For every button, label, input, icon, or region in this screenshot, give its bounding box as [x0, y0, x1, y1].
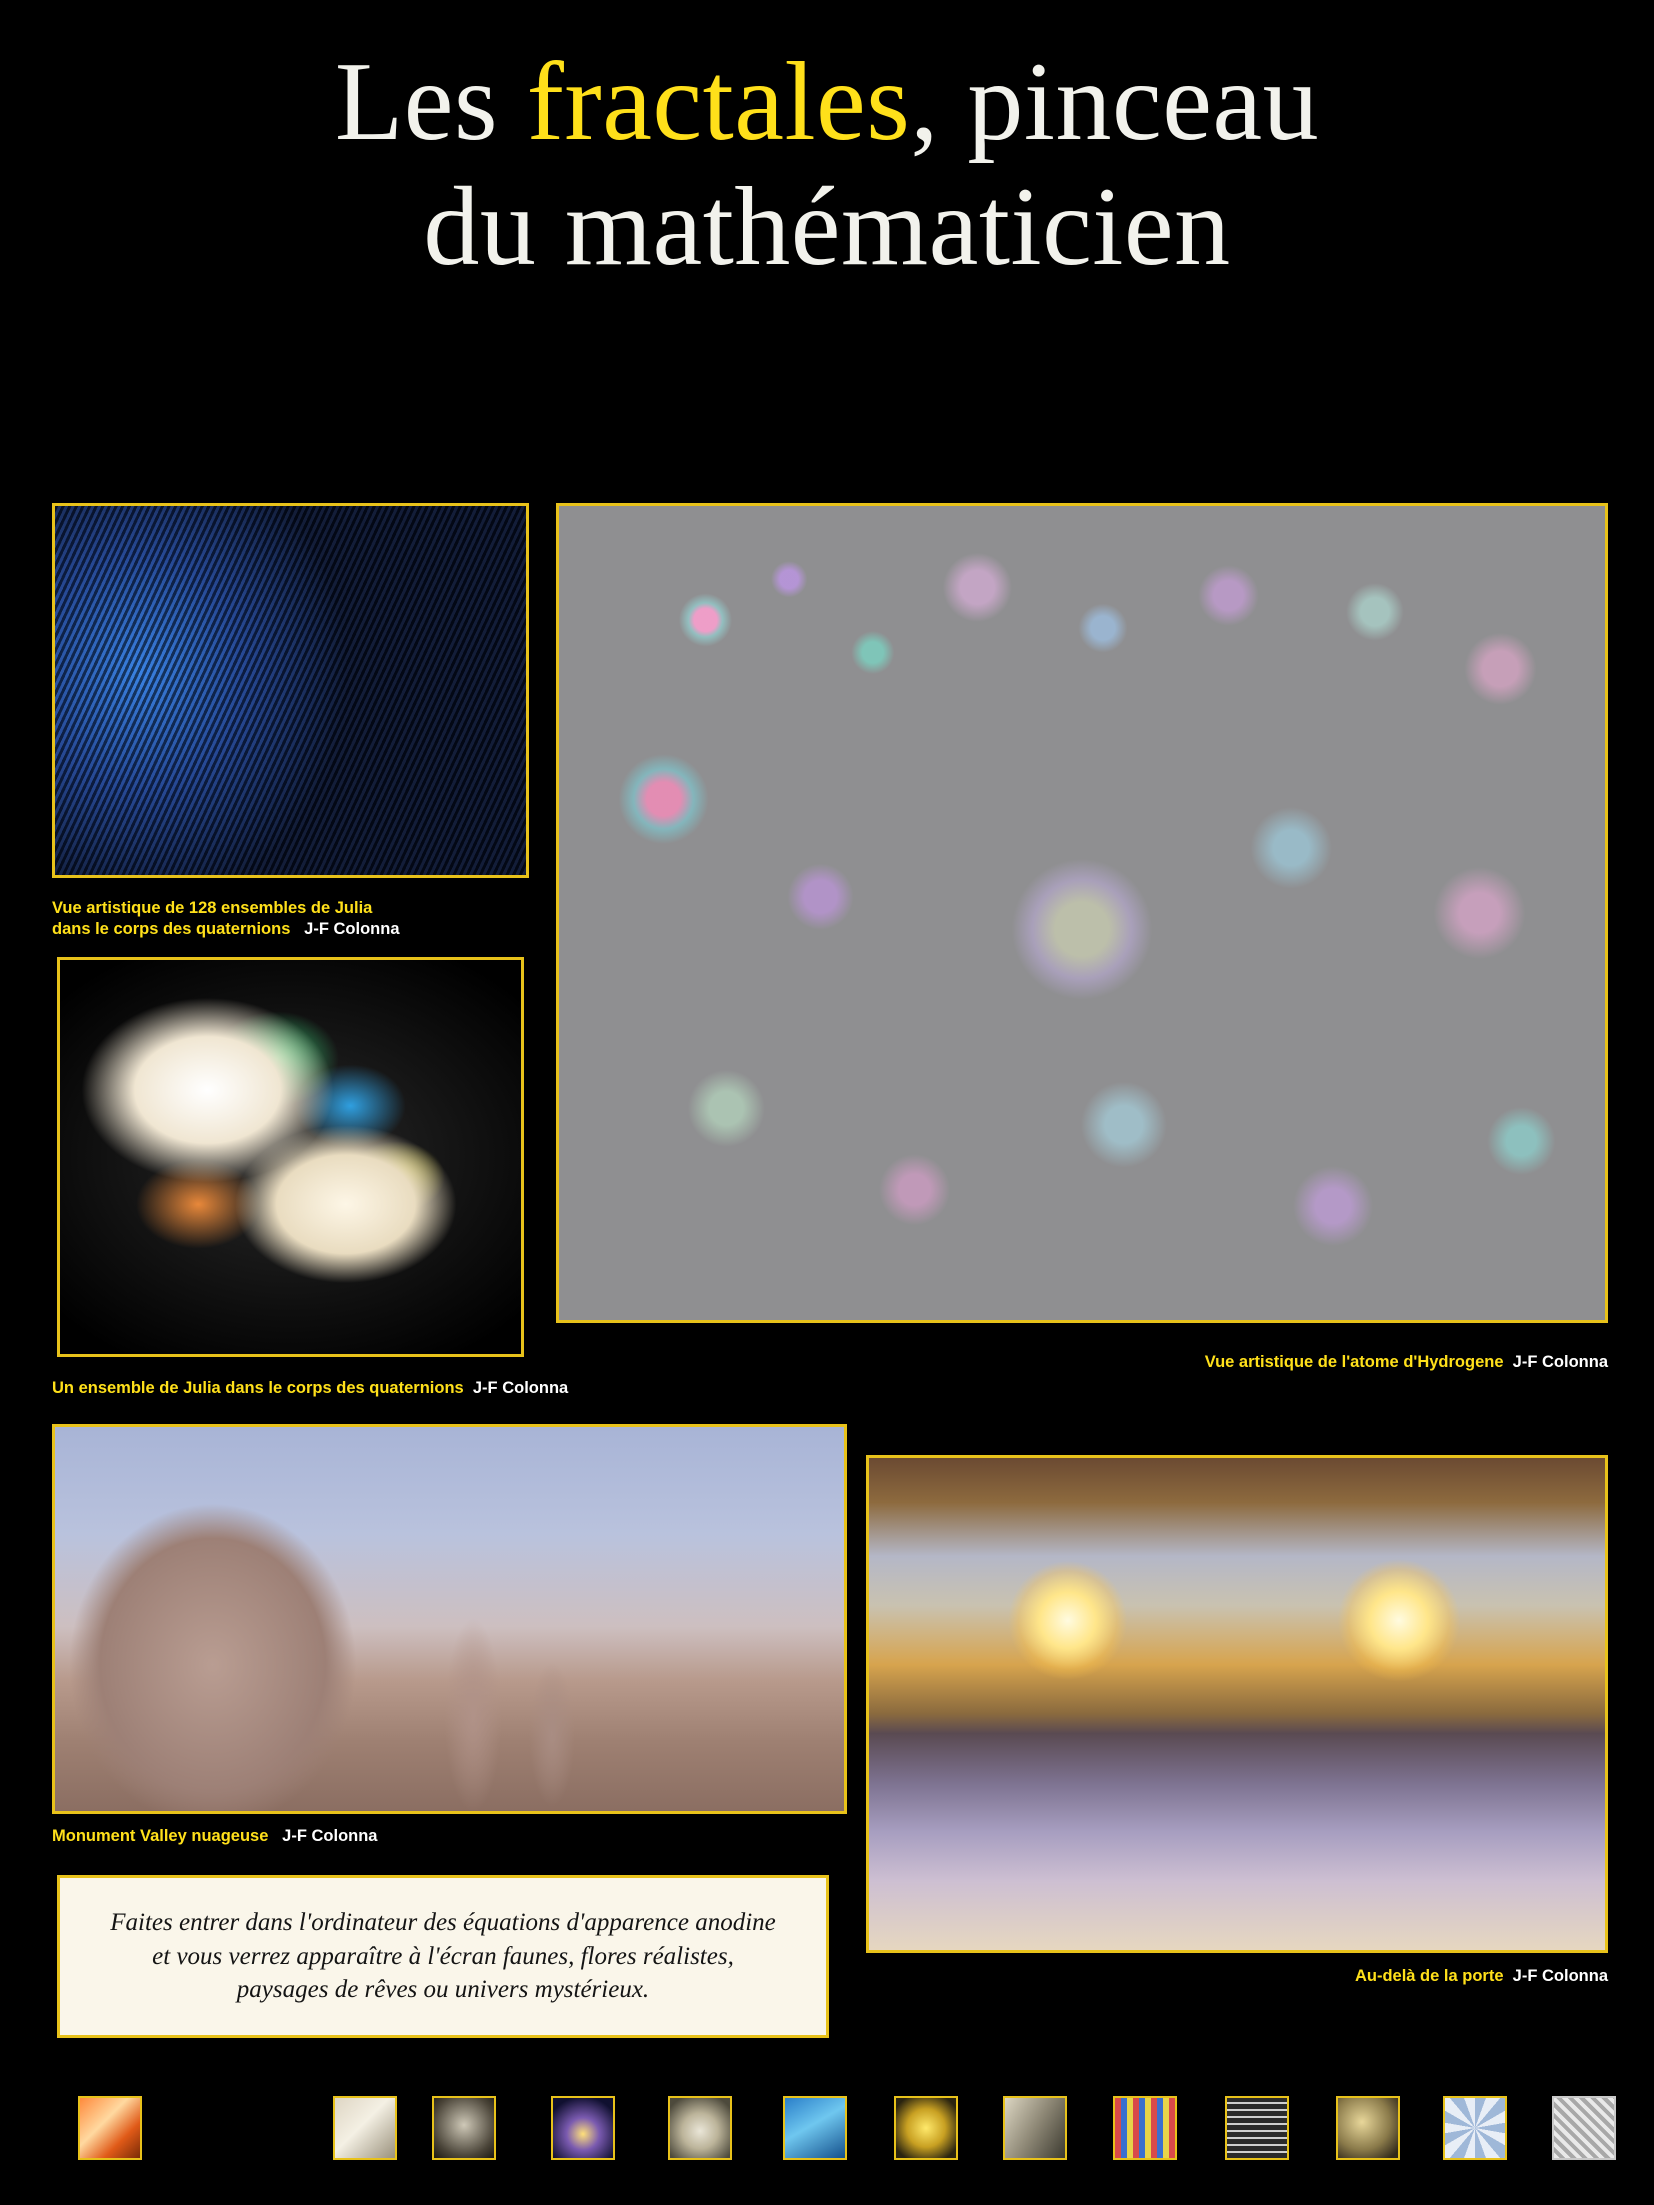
thumbnail-white-crystal[interactable]: [333, 2096, 397, 2160]
caption-julia-line1: Un ensemble de Julia dans le corps des quaternions: [52, 1379, 464, 1397]
quote-box: [57, 1875, 829, 2038]
quote-line-2: et vous verrez apparaître à l'écran faunes, flores réalistes,: [152, 1942, 734, 1970]
monument-valley-artwork: [55, 1427, 844, 1811]
figure-hydrogen: [556, 503, 1608, 1323]
quote-text: [110, 1906, 775, 2007]
thumbnail-dark-star[interactable]: [551, 2096, 615, 2160]
figure-julia: [57, 957, 524, 1357]
caption-monument-line1: Monument Valley nuageuse: [52, 1827, 269, 1845]
julia-artwork: [60, 960, 521, 1354]
caption-julia-author: J-F Colonna: [472, 1379, 569, 1397]
thumbnail-orange-spheres[interactable]: [78, 2096, 142, 2160]
caption-porte-author: J-F Colonna: [1512, 1967, 1608, 1985]
caption-monument-author: J-F Colonna: [282, 1827, 378, 1845]
caption-monument-valley: [52, 1826, 652, 1847]
thumbnail-landscape[interactable]: [1003, 2096, 1067, 2160]
caption-hydrogen: [556, 1352, 1608, 1373]
thumbnail-blue-mosaic[interactable]: [1443, 2096, 1507, 2160]
au-dela-de-la-porte-artwork: [869, 1458, 1605, 1950]
hydrogen-artwork: [559, 506, 1605, 1320]
title-line-2: du mathématicien: [423, 165, 1231, 290]
caption-au-dela-de-la-porte: [866, 1966, 1608, 1987]
julia128-artwork: [55, 506, 526, 875]
thumbnail-grey-fractal[interactable]: [1552, 2096, 1616, 2160]
thumbnail-tree[interactable]: [668, 2096, 732, 2160]
thumbnail-color-stripes[interactable]: [1113, 2096, 1177, 2160]
title-part-2: , pinceau: [910, 40, 1320, 164]
caption-julia128-line2: dans le corps des quaternions: [52, 919, 291, 938]
caption-julia128: [52, 898, 552, 939]
title-part-1: Les: [334, 40, 527, 164]
quote-line-1: Faites entrer dans l'ordinateur des équations d'apparence anodine: [110, 1908, 776, 1936]
caption-hydrogen-author: J-F Colonna: [1512, 1353, 1608, 1371]
thumbnail-blue-wave[interactable]: [783, 2096, 847, 2160]
figure-monument-valley: [52, 1424, 847, 1814]
caption-julia: [52, 1378, 672, 1399]
thumbnail-grid[interactable]: [1225, 2096, 1289, 2160]
thumbnail-golden-pattern[interactable]: [1336, 2096, 1400, 2160]
quote-line-3: paysages de rêves ou univers mystérieux.: [236, 1976, 650, 2004]
page-title: [0, 40, 1654, 291]
thumbnail-strip: [0, 2096, 1654, 2176]
thumbnail-yellow-sphere[interactable]: [894, 2096, 958, 2160]
caption-porte-line1: Au-delà de la porte: [1354, 1967, 1504, 1985]
thumbnail-grey-texture[interactable]: [432, 2096, 496, 2160]
caption-julia128-line1: Vue artistique de 128 ensembles de Julia: [52, 899, 373, 917]
caption-hydrogen-line1: Vue artistique de l'atome d'Hydrogene: [1204, 1353, 1504, 1371]
figure-au-dela-de-la-porte: [866, 1455, 1608, 1953]
figure-julia128: [52, 503, 529, 878]
caption-julia128-author: J-F Colonna: [304, 919, 400, 938]
title-highlight: fractales: [526, 40, 911, 164]
